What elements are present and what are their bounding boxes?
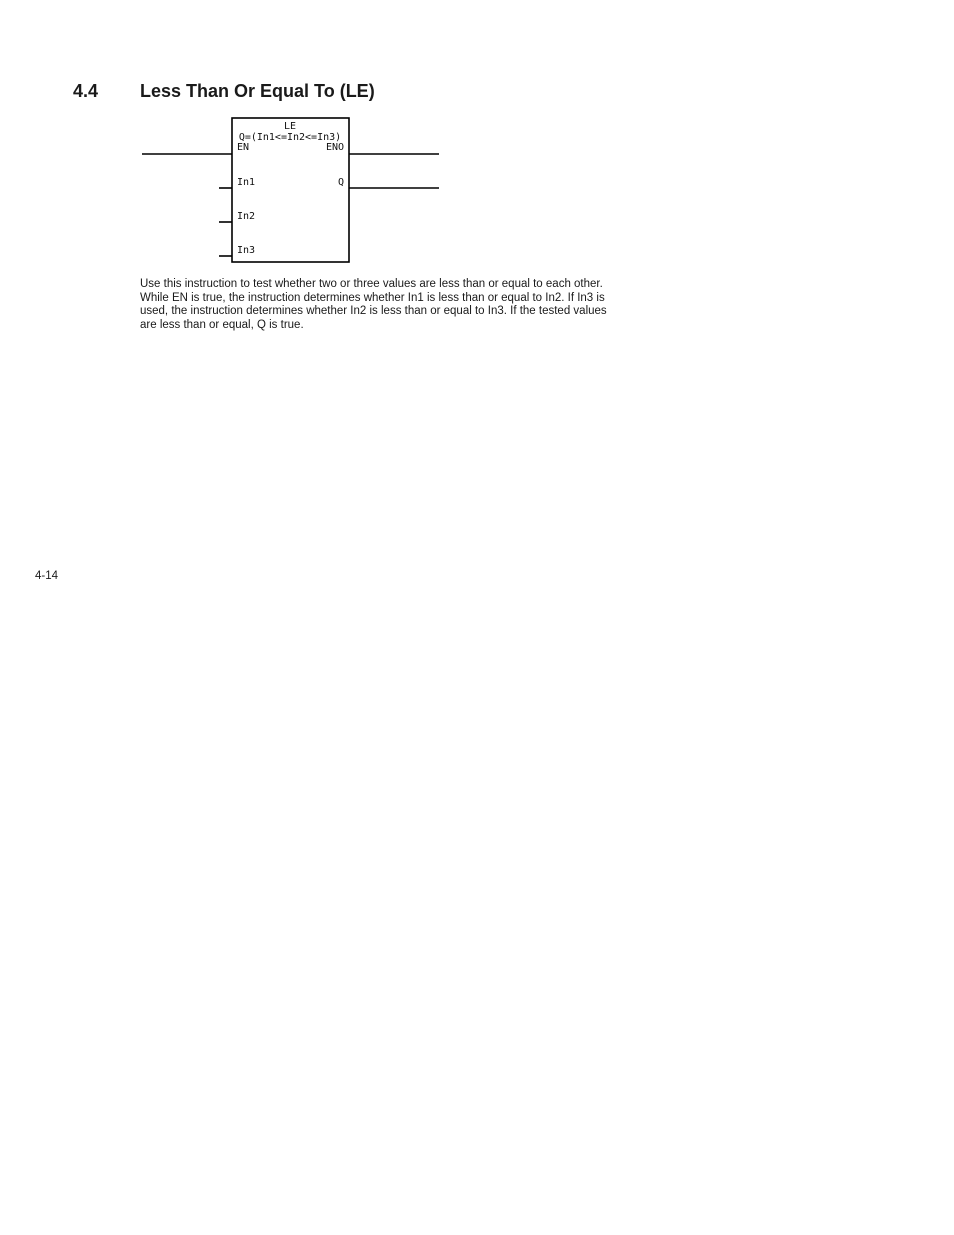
output-eno-label: ENO xyxy=(325,142,344,153)
section-number: 4.4 xyxy=(73,81,99,101)
le-function-block-diagram xyxy=(0,0,954,280)
input-en-label: EN xyxy=(237,142,250,153)
instruction-description: Use this instruction to test whether two or three values are less than or equal to each other. While EN is true, the instruction determines whether In1 is less than or equal to In2. If In3 is used, the instruction determines whether In2 is less than or equal to In3. If the tested values are less than or equal, Q is true. xyxy=(140,278,607,332)
block-name: LE xyxy=(283,121,297,132)
output-q-label: Q xyxy=(337,177,344,188)
section-title: Less Than Or Equal To (LE) xyxy=(140,81,375,101)
block-formula: Q=(In1<=In2<=In3) xyxy=(238,132,342,143)
input-in3-label: In3 xyxy=(237,245,256,256)
page-number: 4-14 xyxy=(35,570,59,582)
input-in1-label: In1 xyxy=(237,177,256,188)
input-in2-label: In2 xyxy=(237,211,256,222)
